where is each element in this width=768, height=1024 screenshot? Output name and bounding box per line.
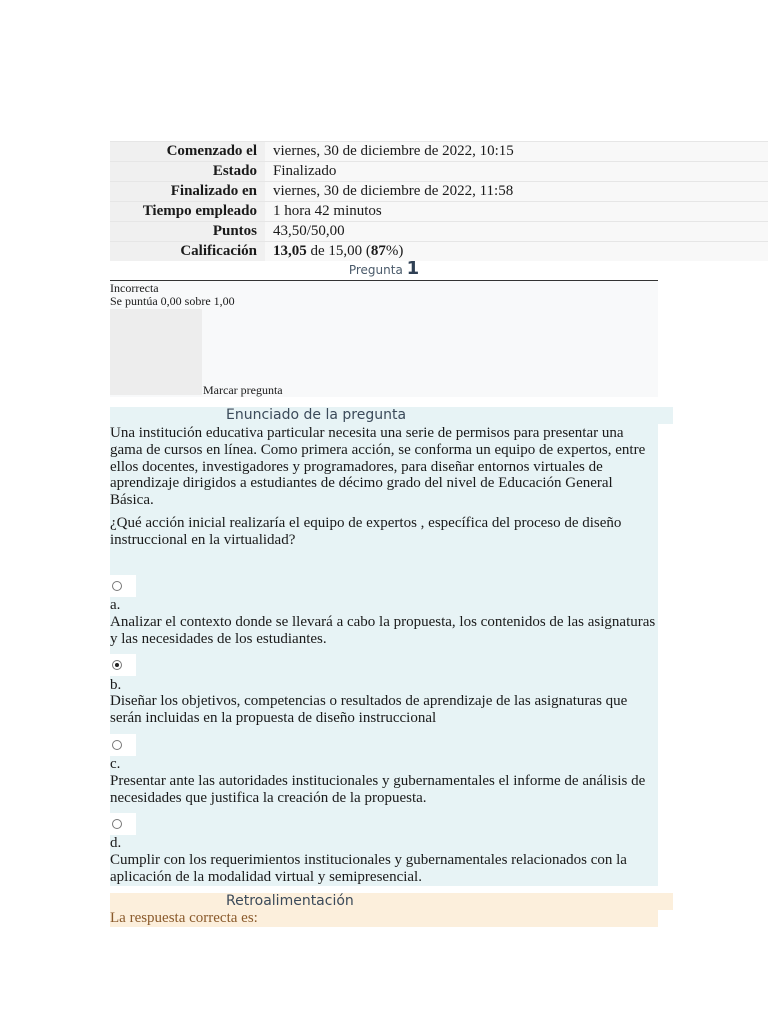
summary-label: Calificación: [110, 242, 265, 262]
option-b-radio[interactable]: [110, 654, 136, 676]
grade-score: 13,05: [273, 243, 307, 259]
statement-heading: Enunciado de la pregunta: [110, 407, 673, 424]
option-a-radio[interactable]: [110, 575, 136, 597]
summary-label: Finalizado en: [110, 182, 265, 202]
summary-value: 43,50/50,00: [265, 222, 768, 242]
radio-icon: [112, 819, 122, 829]
summary-row-state: [110, 162, 768, 182]
question-number: 1: [406, 258, 420, 279]
option-a-text[interactable]: Analizar el contexto donde se llevará a cabo la propuesta, los contenidos de las asignaturas y las necesidades de los estudiantes.: [110, 614, 656, 647]
radio-checked-icon: [112, 660, 122, 670]
feedback-text: La respuesta correcta es:: [110, 910, 658, 927]
attempt-summary-table: [110, 141, 768, 261]
option-a-letter: a.: [110, 597, 121, 613]
radio-icon: [112, 740, 122, 750]
question-points: Se puntúa 0,00 sobre 1,00: [110, 294, 235, 308]
summary-row-points: [110, 222, 768, 242]
option-d-letter: d.: [110, 835, 122, 851]
option-d-radio[interactable]: [110, 813, 136, 835]
question-statement: Una institución educativa particular necesita una serie de permisos para presentar una gama de cursos en línea. Como primera acción, se conforma un equipo de expertos, entre ellos docentes, investigadores y programadores, para diseñar entornos virtuales de aprendizaje dirigidos a estudiantes de décimo grado del nivel de Educación General Básica.: [110, 425, 646, 509]
grade-percent: 87: [370, 243, 386, 259]
summary-row-finished: [110, 182, 768, 202]
question-status: Incorrecta: [110, 281, 159, 295]
flag-icon-area: [110, 309, 202, 395]
summary-value: 1 hora 42 minutos: [265, 202, 768, 222]
summary-row-time: [110, 202, 768, 222]
question-title: [110, 258, 658, 279]
summary-label: Estado: [110, 162, 265, 182]
question-prompt: ¿Qué acción inicial realizaría el equipo de expertos , específica del proceso de diseño instruccional en la virtualidad?: [110, 515, 622, 548]
summary-label: Tiempo empleado: [110, 202, 265, 222]
summary-label: Puntos: [110, 222, 265, 242]
summary-label: Comenzado el: [110, 142, 265, 162]
option-c-text[interactable]: Presentar ante las autoridades institucionales y gubernamentales el informe de análisis de necesidades que justifica la creación de la propuesta.: [110, 773, 646, 806]
question-info-panel: [110, 281, 658, 397]
option-b-text[interactable]: Diseñar los objetivos, competencias o resultados de aprendizaje de las asignaturas que serán incluidas en la propuesta de diseño instruccional: [110, 693, 628, 726]
grade-of: de 15,00 (: [306, 243, 371, 259]
feedback-heading: Retroalimentación: [110, 893, 673, 910]
option-d-text[interactable]: Cumplir con los requerimientos institucionales y gubernamentales relacionados con la aplicación de la modalidad virtual y semipresencial.: [110, 852, 627, 885]
summary-value: Finalizado: [265, 162, 768, 182]
option-c-letter: c.: [110, 756, 121, 772]
radio-icon: [112, 581, 122, 591]
grade-close: %): [385, 243, 404, 259]
flag-question-link[interactable]: Marcar pregunta: [203, 383, 283, 397]
question-body: [110, 424, 658, 886]
summary-value: viernes, 30 de diciembre de 2022, 10:15: [265, 142, 768, 162]
option-c-radio[interactable]: [110, 734, 136, 756]
question-prefix: Pregunta: [348, 263, 407, 277]
option-b-letter: b.: [110, 677, 122, 693]
summary-value: viernes, 30 de diciembre de 2022, 11:58: [265, 182, 768, 202]
summary-row-started: [110, 142, 768, 162]
